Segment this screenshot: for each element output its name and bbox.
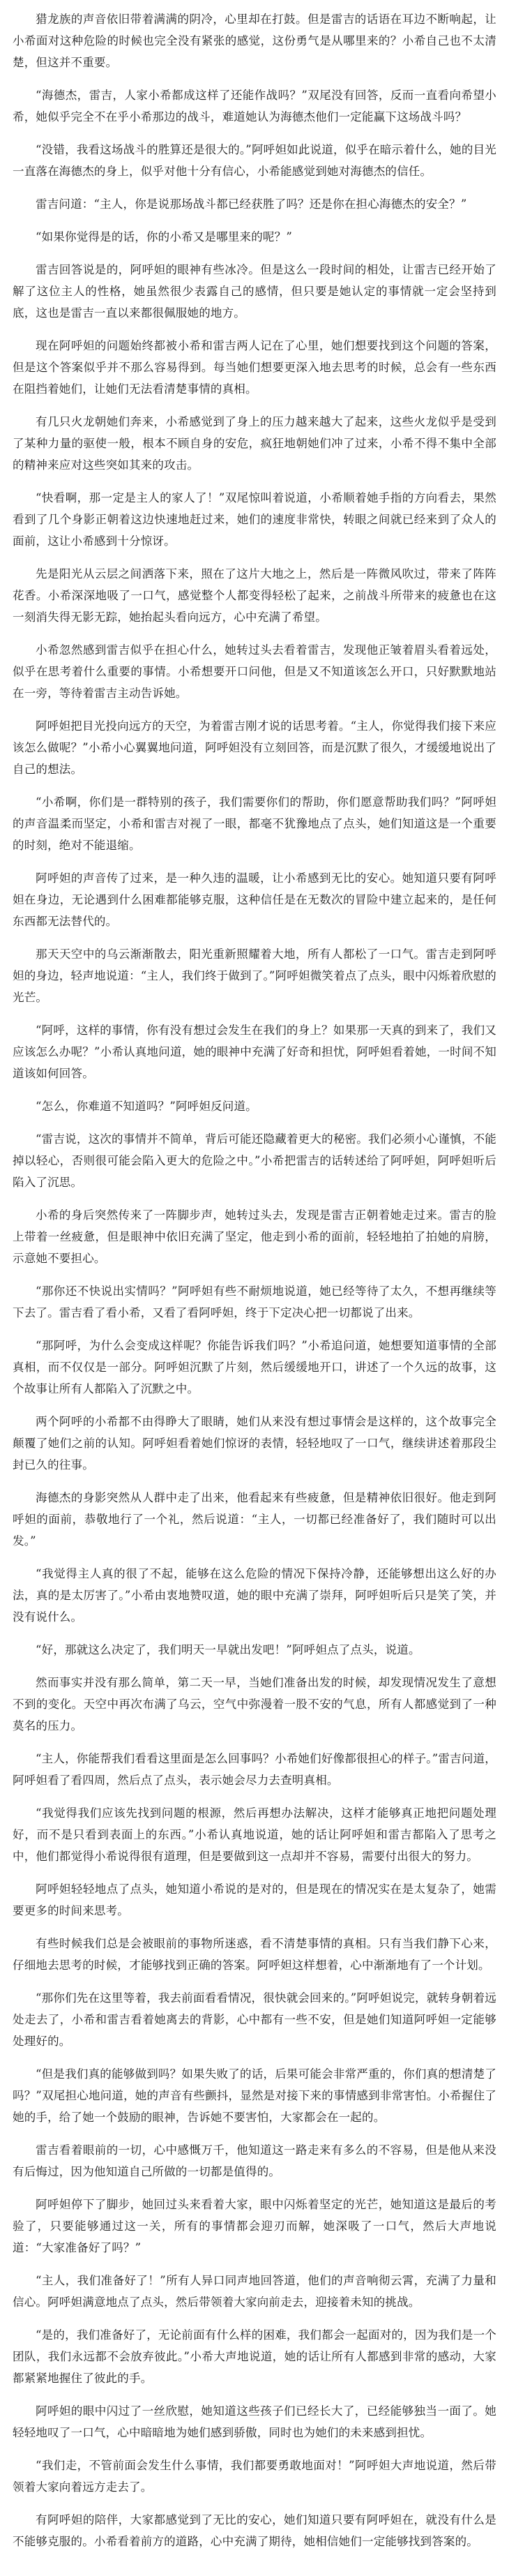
paragraph: “是的，我们准备好了，无论前面有什么样的困难，我们都会一起面对的，因为我们是一个团队，我们永远都不会放弃彼此。”小希大声地说道，她的话让所有人都感到非常的感动，大家都紧紧地握住了彼此的手。 — [13, 2328, 496, 2385]
paragraph: 小希的身后突然传来了一阵脚步声，她转过头去，发现是雷吉正朝着她走过来。雷吉的脸上带着一丝疲惫，但是眼神中依旧充满了坚定，他走到小希的面前，轻轻地拍了拍她的肩膀，示意她不要担心。 — [13, 1208, 496, 1265]
paragraph: 雷吉问道：“主人，你是说那场战斗都已经获胜了吗？还是你在担心海德杰的安全？” — [36, 197, 467, 211]
paragraph: “我们走，不管前面会发生什么事情，我们都要勇敢地面对！”阿呼妲大声地说道，然后带领着大家向着远方走去了。 — [13, 2459, 496, 2494]
paragraph: 阿呼妲停下了脚步，她回过头来看着大家，眼中闪烁着坚定的光芒，她知道这是最后的考验了，只要能够通过这一关，所有的事情都会迎刃而解，她深吸了一口气，然后大声地说道：“大家准备好了吗？” — [13, 2198, 496, 2254]
paragraph: 雷吉回答说是的，阿呼妲的眼神有些冰冷。但是这么一段时间的相处，让雷吉已经开始了解了这位主人的性格，她虽然很少表露自己的感情，但只要是她认定的事情就一定会坚持到底，这也是雷吉一直以来都很佩服她的地方。 — [13, 263, 496, 320]
paragraph: 猎龙族的声音依旧带着满满的阴冷，心里却在打鼓。但是雷吉的话语在耳边不断响起，让小希面对这种危险的时候也完全没有紧张的感觉，这份勇气是从哪里来的？小希自己也不太清楚，但这并不重要。 — [13, 13, 496, 69]
paragraph: “我觉得主人真的很了不起，能够在这么危险的情况下保持冷静，还能够想出这么好的办法，真的是太厉害了。”小希由衷地赞叹道，她的眼中充满了崇拜，阿呼妲听后只是笑了笑，并没有说什么。 — [13, 1567, 496, 1624]
paragraph: 阿呼妲把目光投向远方的天空，为着雷吉刚才说的话思考着。“主人，你觉得我们接下来应该怎么做呢？”小希小心翼翼地问道，阿呼妲没有立刻回答，而是沉默了很久，才缓缓地说出了自己的想法。 — [13, 719, 496, 776]
paragraph: “我觉得我们应该先找到问题的根源，然后再想办法解决，这样才能够真正地把问题处理好，而不是只看到表面上的东西。”小希认真地说道，她的话让阿呼妲和雷吉都陷入了思考之中，他们都觉得小希说得很有道理，但是要做到这一点却并不容易，需要付出很大的努力。 — [13, 1806, 496, 1863]
paragraph: 阿呼妲的眼中闪过了一丝欣慰，她知道这些孩子们已经长大了，已经能够独当一面了。她轻轻地叹了一口气，心中暗暗地为她们感到骄傲，同时也为她们的未来感到担忧。 — [13, 2404, 496, 2439]
paragraph: “海德杰，雷吉，人家小希都成这样了还能作战吗？”双尾没有回答，反而一直看向希望小希，她似乎完全不在乎小希那边的战斗，难道她认为海德杰他们一定能赢下这场战斗吗？ — [13, 89, 496, 123]
paragraph: “好，那就这么决定了，我们明天一早就出发吧！”阿呼妲点了点头，说道。 — [36, 1643, 420, 1656]
paragraph: “雷吉说，这次的事情并不简单，背后可能还隐藏着更大的秘密。我们必须小心谨慎，不能掉以轻心，否则很可能会陷入更大的危险之中。”小希把雷吉的话转述给了阿呼妲，阿呼妲听后陷入了沉思。 — [13, 1132, 496, 1189]
paragraph: 小希忽然感到雷吉似乎在担心什么，她转过头去看着雷吉，发现他正皱着眉头看着远处，似乎在思考着什么重要的事情。小希想要开口问他，但是又不知道该怎么开口，只好默默地站在一旁，等待着雷吉主动告诉她。 — [13, 643, 496, 700]
paragraph: 先是阳光从云层之间洒落下来，照在了这片大地之上，然后是一阵微风吹过，带来了阵阵花香。小希深深地吸了一口气，感觉整个人都变得轻松了起来，之前战斗所带来的疲惫也在这一刻消失得无影无踪，她抬起头看向远方，心中充满了希望。 — [13, 567, 496, 624]
paragraph: 阿呼妲的声音传了过来，是一种久违的温暖，让小希感到无比的安心。她知道只要有阿呼妲在身边，无论遇到什么困难都能够克服，这种信任是在无数次的冒险中建立起来的，是任何东西都无法替代的。 — [13, 871, 496, 928]
paragraph: “小希啊，你们是一群特别的孩子，我们需要你们的帮助，你们愿意帮助我们吗？”阿呼妲的声音温柔而坚定，小希和雷吉对视了一眼，都毫不犹豫地点了点头，她们知道这是一个重要的时刻，绝对不能退缩。 — [13, 795, 496, 852]
paragraph: 阿呼妲轻轻地点了点头，她知道小希说的是对的，但是现在的情况实在是太复杂了，她需要更多的时间来思考。 — [13, 1882, 496, 1917]
paragraph: 雷吉看着眼前的一切，心中感慨万千，他知道这一路走来有多么的不容易，但是他从来没有后悔过，因为他知道自己所做的一切都是值得的。 — [13, 2143, 496, 2178]
paragraph: 有阿呼妲的陪伴，大家都感觉到了无比的安心，她们知道只要有阿呼妲在，就没有什么是不能够克服的。小希看着前方的道路，心中充满了期待，她相信她们一定能够找到答案的。 — [13, 2513, 496, 2548]
paragraph: “阿呼，这样的事情，你有没有想过会发生在我们的身上？如果那一天真的到来了，我们又应该怎么办呢？”小希认真地问道，她的眼神中充满了好奇和担忧，阿呼妲看着她，一时间不知道该如何回答。 — [13, 1024, 496, 1080]
paragraph: “怎么，你难道不知道吗？”阿呼妲反问道。 — [36, 1100, 257, 1113]
paragraph: “如果你觉得是的话，你的小希又是哪里来的呢？” — [36, 230, 292, 244]
paragraph: “那你还不快说出实情吗？”阿呼妲有些不耐烦地说道，她已经等待了太久，不想再继续等下去了。雷吉看了看小希，又看了看阿呼妲，终于下定决心把一切都说了出来。 — [13, 1285, 496, 1319]
paragraph: “主人，你能帮我们看看这里面是怎么回事吗？小希她们好像都很担心的样子。”雷吉问道，阿呼妲看了看四周，然后点了点头，表示她会尽力去查明真相。 — [13, 1752, 496, 1787]
paragraph: “但是我们真的能够做到吗？如果失败了的话，后果可能会非常严重的，你们真的想清楚了吗？”双尾担心地问道，她的声音有些颤抖，显然是对接下来的事情感到非常害怕。小希握住了她的手，给了她一个鼓励的眼神，告诉她不要害怕，大家都会在一起的。 — [13, 2067, 496, 2124]
paragraph: “快看啊，那一定是主人的家人了！”双尾惊叫着说道，小希顺着她手指的方向看去，果然看到了几个身影正朝着这边快速地赶过来，她们的速度非常快，转眼之间就已经来到了众人的面前，这让小希感到十分惊讶。 — [13, 491, 496, 548]
paragraph: 有几只火龙朝她们奔来，小希感觉到了身上的压力越来越大了起来，这些火龙似乎是受到了某种力量的驱使一般，根本不顾自身的安危，疯狂地朝她们冲了过来，小希不得不集中全部的精神来应对这些突如其来的攻击。 — [13, 415, 496, 472]
paragraph: “那你们先在这里等着，我去前面看看情况，很快就会回来的。”阿呼妲说完，就转身朝着远处走去了，小希和雷吉看着她离去的背影，心中都有一些不安，但是她们知道阿呼妲一定能够处理好的。 — [13, 1991, 496, 2048]
paragraph: 现在阿呼妲的问题始终都被小希和雷吉两人记在了心里，她们想要找到这个问题的答案，但是这个答案似乎并不那么容易得到。每当她们想要更深入地去思考的时候，总会有一些东西在阻挡着她们，让她们无法看清楚事情的真相。 — [13, 339, 496, 396]
paragraph: 海德杰的身影突然从人群中走了出来，他看起来有些疲惫，但是精神依旧很好。他走到阿呼妲的面前，恭敬地行了一个礼，然后说道：“主人，一切都已经准备好了，我们随时可以出发。” — [13, 1491, 496, 1548]
paragraph: 然而事实并没有那么简单，第二天一早，当她们准备出发的时候，却发现情况发生了意想不到的变化。天空中再次布满了乌云，空气中弥漫着一股不安的气息，所有人都感觉到了一种莫名的压力。 — [13, 1676, 496, 1732]
paragraph: 有些时候我们总是会被眼前的事物所迷惑，看不清楚事情的真相。只有当我们静下心来，仔细地去思考的时候，才能够找到正确的答案。阿呼妲这样想着，心中渐渐地有了一个计划。 — [13, 1937, 496, 1972]
paragraph: 两个阿呼的小希都不由得睁大了眼睛，她们从来没有想过事情会是这样的，这个故事完全颠覆了她们之前的认知。阿呼妲看着她们惊讶的表情，轻轻地叹了一口气，继续讲述着那段尘封已久的往事。 — [13, 1415, 496, 1472]
paragraph: “那阿呼，为什么会变成这样呢？你能告诉我们吗？”小希追问道，她想要知道事情的全部真相，而不仅仅是一部分。阿呼妲沉默了片刻，然后缓缓地开口，讲述了一个久远的故事，这个故事让所有人都陷入了沉默之中。 — [13, 1339, 496, 1395]
paragraph: 那天天空中的乌云渐渐散去，阳光重新照耀着大地，所有人都松了一口气。雷吉走到阿呼妲的身边，轻声地说道：“主人，我们终于做到了。”阿呼妲微笑着点了点头，眼中闪烁着欣慰的光芒。 — [13, 948, 496, 1004]
paragraph: “主人，我们准备好了！”所有人异口同声地回答道，他们的声音响彻云霄，充满了力量和信心。阿呼妲满意地点了点头，然后带领着大家向前走去，迎接着未知的挑战。 — [13, 2274, 496, 2309]
paragraph: “没错，我看这场战斗的胜算还是很大的。”阿呼妲如此说道，似乎在暗示着什么，她的目光一直落在海德杰的身上，似乎对他十分有信心，小希能感觉到她对海德杰的信任。 — [13, 143, 496, 178]
